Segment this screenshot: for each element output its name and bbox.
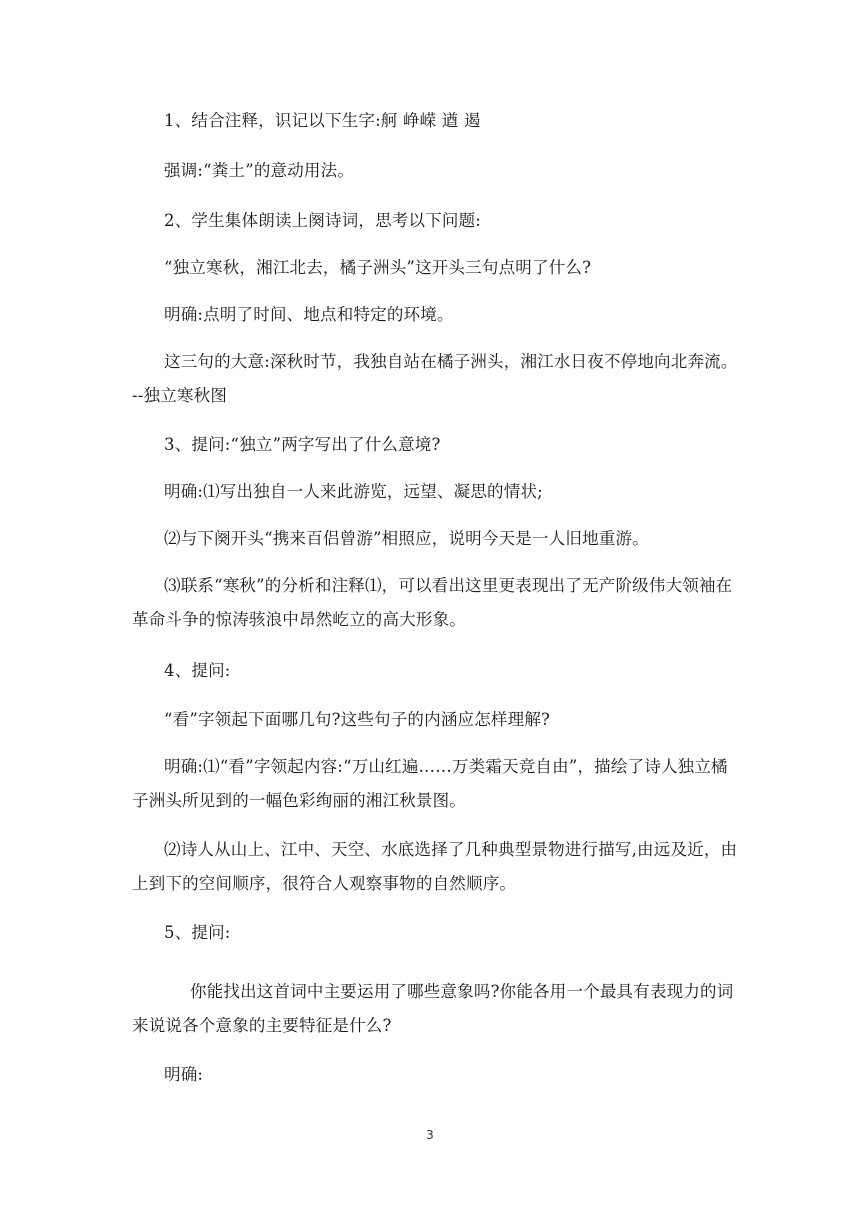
paragraph-13: 明确:⑴“看”字领起内容:“万山红遍……万类霜天竞自由”，描绘了诗人独立橘子洲头所见到的一幅色彩绚丽的湘江秋景图。 — [132, 757, 728, 810]
paragraph-1: 1、结合注释，识记以下生字:舸 峥嵘 遒 遏 — [164, 111, 481, 130]
paragraph-3: 2、学生集体朗读上阕诗词，思考以下问题: — [164, 211, 482, 230]
paragraph-11: 4、提问: — [164, 661, 231, 680]
paragraph-5: 明确:点明了时间、地点和特定的环境。 — [164, 305, 454, 324]
paragraph-2: 强调:“粪土”的意动用法。 — [164, 161, 355, 180]
paragraph-17: 明确: — [164, 1065, 204, 1084]
paragraph-16: 你能找出这首词中主要运用了哪些意象吗?你能各用一个最具有表现力的词来说说各个意象的主要特征是什么? — [132, 982, 734, 1035]
paragraph-4: “独立寒秋，湘江北去，橘子洲头”这开头三句点明了什么? — [164, 258, 592, 277]
paragraph-9: ⑵与下阕开头“携来百侣曾游”相照应，说明今天是一人旧地重游。 — [164, 529, 649, 548]
paragraph-10: ⑶联系“寒秋”的分析和注释⑴，可以看出这里更表现出了无产阶级伟大领袖在革命斗争的惊涛骇浪中昂然屹立的高大形象。 — [132, 576, 733, 629]
paragraph-12: “看”字领起下面哪几句?这些句子的内涵应怎样理解? — [164, 710, 551, 729]
paragraph-14: ⑵诗人从山上、江中、天空、水底选择了几种典型景物进行描写,由远及近，由上到下的空间顺序，很符合人观察事物的自然顺序。 — [132, 840, 738, 893]
paragraph-7: 3、提问:“独立”两字写出了什么意境? — [164, 435, 441, 454]
paragraph-6: 这三句的大意:深秋时节，我独自站在橘子洲头，湘江水日夜不停地向北奔流。--独立寒秋图 — [132, 352, 738, 405]
page-number: 3 — [426, 1128, 434, 1142]
paragraph-15: 5、提问: — [164, 923, 231, 942]
paragraph-8: 明确:⑴写出独自一人来此游览，远望、凝思的情状; — [164, 482, 543, 501]
